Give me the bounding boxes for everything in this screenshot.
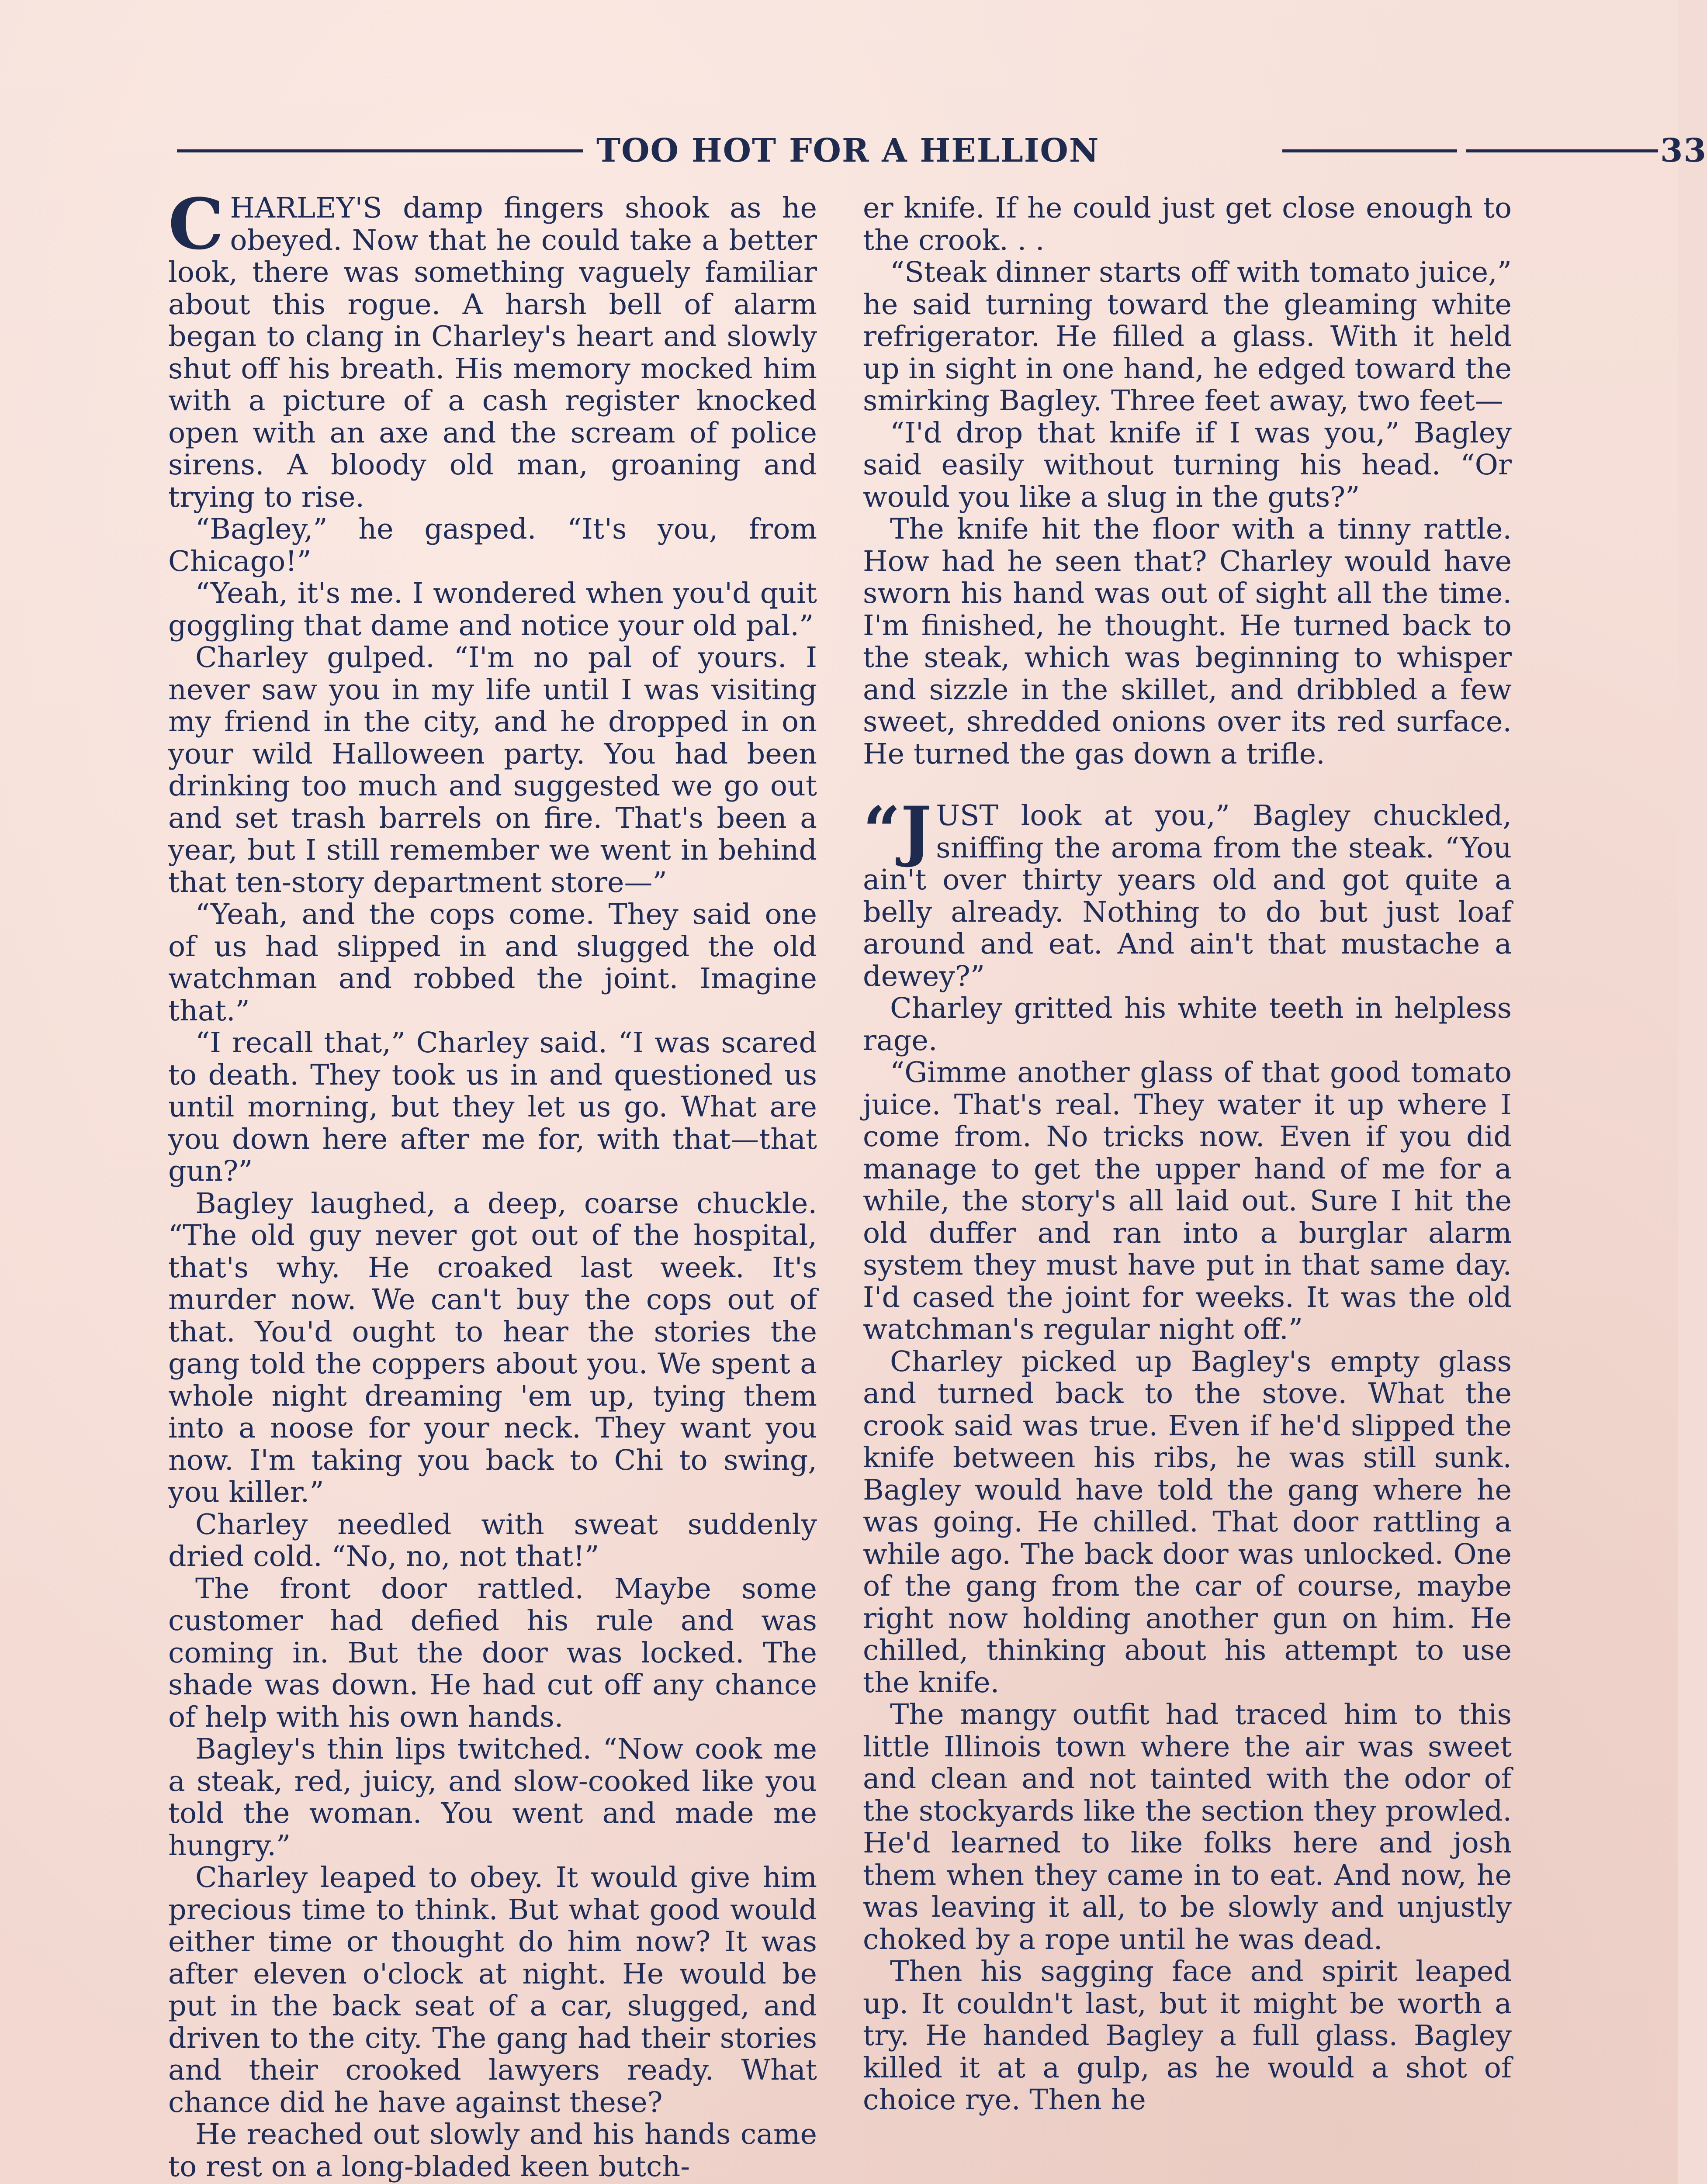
- paragraph: He reached out slowly and his hands came to rest on a long-bladed keen butch-: [168, 2118, 817, 2183]
- paragraph: [863, 792, 1512, 993]
- paragraph: The knife hit the floor with a tinny rattle. How had he seen that? Charley would have sworn his hand was out of sight all the time. I'm finished, he thought. He turned back to the steak, which was beginning to whisper and sizzle in the skillet, and dribbled a few sweet, shredded onions over its red surface. He turned the gas down a trifle.: [863, 513, 1512, 771]
- right-column: [863, 192, 1512, 2116]
- paragraph: er knife. If he could just get close enough to the crook. . .: [863, 192, 1512, 257]
- paragraph: The mangy outfit had traced him to this little Illinois town where the air was sweet and clean and not tainted with the odor of the stockyards like the section they prowled. He'd learned to like folks here and josh them when they came in to eat. And now, he was leaving it all, to be slowly and unjustly choked by a rope until he was dead.: [863, 1698, 1512, 1956]
- paragraph: “Yeah, and the cops come. They said one of us had slipped in and slugged the old watchman and robbed the joint. Imagine that.”: [168, 898, 817, 1027]
- paragraph: “I'd drop that knife if I was you,” Bagley said easily without turning his head. “Or would you like a slug in the guts?”: [863, 416, 1512, 514]
- paragraph: Charley gritted his white teeth in helpless rage.: [863, 992, 1512, 1057]
- drop-cap: C: [168, 183, 224, 265]
- header-rule-left: [177, 149, 583, 152]
- paragraph: “Yeah, it's me. I wondered when you'd quit goggling that dame and notice your old pal.”: [168, 577, 817, 642]
- paragraph: “Gimme another glass of that good tomato juice. That's real. They water it up where I come from. No tricks now. Even if you did manage to get the upper hand of me for a while, the story's all laid out. Sure I hit the old duffer and ran into a burglar alarm system they must have put in that same day. I'd cased the joint for weeks. It was the old watchman's regular night off.”: [863, 1056, 1512, 1346]
- paragraph: Then his sagging face and spirit leaped up. It couldn't last, but it might be worth a try. He handed Bagley a full glass. Bagley killed it at a gulp, as he would a shot of choice rye. Then he: [863, 1955, 1512, 2116]
- drop-cap: “J: [863, 792, 932, 869]
- paragraph: Bagley's thin lips twitched. “Now cook me a steak, red, juicy, and slow-cooked like you told the woman. You went and made me hungry.”: [168, 1733, 817, 1862]
- left-column: [168, 183, 817, 2183]
- header-rule-right: [1466, 149, 1658, 152]
- paragraph: Bagley laughed, a deep, coarse chuckle. “The old guy never got out of the hospital, that's why. He croaked last week. It's murder now. We can't buy the cops out of that. You'd ought to hear the stories the gang told the coppers about you. We spent a whole night dreaming 'em up, tying them into a noose for your neck. They want you now. I'm taking you back to Chi to swing, you killer.”: [168, 1187, 817, 1509]
- paragraph: Charley gulped. “I'm no pal of yours. I never saw you in my life until I was visiting my friend in the city, and he dropped in on your wild Halloween party. You had been drinking too much and suggested we go out and set trash barrels on fire. That's been a year, but I still remember we went in behind that ten-story department store—”: [168, 641, 817, 899]
- paragraph-text: HARLEY'S damp fingers shook as he obeyed. Now that he could take a better look, there was something vaguely familiar about this rogue. A harsh bell of alarm began to clang in Charley's heart and slowly shut off his breath. His memory mocked him with a picture of a cash register knocked open with an axe and the scream of police sirens. A bloody old man, groaning and trying to rise.: [168, 192, 817, 514]
- section-break: [863, 770, 1512, 800]
- paragraph-text: UST look at you,” Bagley chuckled, sniffing the aroma from the steak. “You ain't over thirty years old and got quite a belly already. Nothing to do but just loaf around and eat. And ain't that mustache a dewey?”: [863, 799, 1512, 993]
- paragraph: Charley needled with sweat suddenly dried cold. “No, no, not that!”: [168, 1508, 817, 1573]
- paragraph: “Bagley,” he gasped. “It's you, from Chicago!”: [168, 513, 817, 578]
- page-number: 33: [1660, 132, 1707, 169]
- paragraph: The front door rattled. Maybe some customer had defied his rule and was coming in. But the door was locked. The shade was down. He had cut off any chance of help with his own hands.: [168, 1572, 817, 1734]
- paragraph: Charley leaped to obey. It would give him precious time to think. But what good would either time or thought do him now? It was after eleven o'clock at night. He would be put in the back seat of a car, slugged, and driven to the city. The gang had their stories and their crooked lawyers ready. What chance did he have against these?: [168, 1861, 817, 2119]
- header-rule-right: [1282, 149, 1457, 152]
- paragraph: “I recall that,” Charley said. “I was scared to death. They took us in and questioned us until morning, but they let us go. What are you down here after me for, with that—that gun?”: [168, 1026, 817, 1188]
- paragraph: [168, 183, 817, 514]
- running-head: [177, 127, 1707, 175]
- paragraph: Charley picked up Bagley's empty glass and turned back to the stove. What the crook said was true. Even if he'd slipped the knife between his ribs, he was still sunk. Bagley would have told the gang where he was going. He chilled. That door rattling a while ago. The back door was unlocked. One of the gang from the car of course, maybe right now holding another gun on him. He chilled, thinking about his attempt to use the knife.: [863, 1345, 1512, 1699]
- paragraph: “Steak dinner starts off with tomato juice,” he said turning toward the gleaming white refrigerator. He filled a glass. With it held up in sight in one hand, he edged toward the smirking Bagley. Three feet away, two feet—: [863, 256, 1512, 417]
- story-title: TOO HOT FOR A HELLION: [596, 132, 1100, 169]
